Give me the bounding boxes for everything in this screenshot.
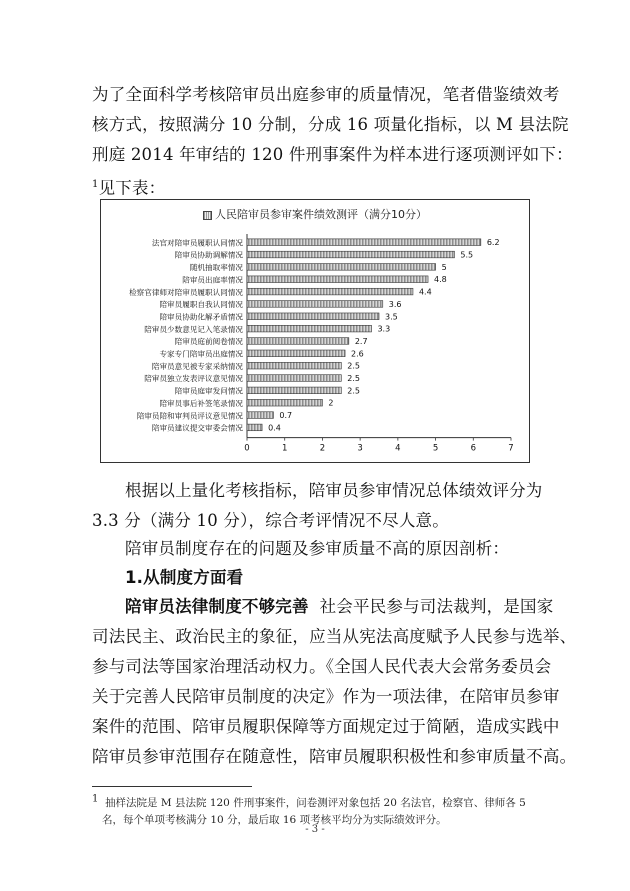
bar: [247, 325, 371, 332]
category-label: 专家专门陪审员出庭情况: [159, 349, 243, 359]
bar: [247, 313, 379, 320]
body-line-1: [92, 592, 554, 622]
footnote-marker: 1: [92, 793, 99, 804]
bar: [247, 362, 341, 369]
legend-swatch: [203, 211, 212, 220]
chart-plot: [101, 200, 529, 462]
category-label: 陪审员事后补签笔录情况: [159, 398, 243, 408]
category-label: 陪审员独立发表评议意见情况: [144, 374, 243, 384]
x-tick-label: 1: [282, 443, 288, 454]
body-line-6: 陪审员参审范围存在随意性，陪审员履职积极性和参审质量不高。: [92, 747, 577, 766]
data-label: 2.7: [354, 336, 368, 346]
bar: [247, 412, 273, 419]
data-label: 5: [441, 262, 447, 272]
data-label: 3.6: [388, 299, 402, 309]
category-label: 陪审员履职自我认同情况: [159, 300, 243, 310]
intro-line-2: 核方式，按照满分 10 分制，分成 16 项量化指标，以 M 县法院: [92, 115, 569, 134]
bar: [247, 350, 345, 357]
bar: [247, 301, 383, 308]
footnote-line-1: [92, 793, 526, 809]
intro-line-1: 为了全面科学考核陪审员出庭参审的质量情况，笔者借鉴绩效考: [92, 85, 560, 104]
category-label: 陪审员少数意见记入笔录情况: [144, 324, 243, 334]
intro-paragraph: [92, 80, 573, 204]
body-line-5: 案件的范围、陪审员履职保障等方面规定过于简陋，造成实践中: [92, 717, 560, 736]
bar: [247, 424, 262, 431]
chart-title-row: [101, 206, 529, 222]
summary-line-1: 根据以上量化考核指标，陪审员参审情况总体绩效评分为: [125, 481, 543, 500]
footnote-divider: [92, 786, 252, 787]
category-label: 陪审员庭审发问情况: [174, 386, 243, 396]
category-label: 法官对陪审员履职认同情况: [151, 238, 243, 248]
x-tick-label: 0: [244, 443, 250, 454]
body-line-1-text: 社会平民参与司法裁判，是国家: [319, 597, 554, 616]
footnote: [92, 790, 548, 829]
summary-line-2: 3.3 分（满分 10 分），综合考评情况不尽人意。: [92, 511, 449, 530]
data-label: 3.5: [385, 312, 398, 322]
data-label: 2.5: [347, 386, 361, 396]
body-line-3: 参与司法等国家治理活动权力。《全国人民代表大会常务委员会: [92, 657, 552, 676]
body-paragraph: [92, 592, 577, 772]
data-label: 4.4: [418, 287, 432, 297]
analysis-intro: 陪审员制度存在的问题及参审质量不高的原因剖析：: [125, 539, 510, 558]
bar: [247, 288, 413, 295]
category-label: 陪审员庭前阅卷情况: [174, 337, 243, 347]
category-label: 随机抽取率情况: [189, 263, 243, 273]
footnote-text-1: 抽样法院是 M 县法院 120 件刑事案件，问卷测评对象包括 20 名法官，检察官、律师各 5: [105, 796, 526, 809]
body-lead-bold: 陪审员法律制度不够完善: [125, 597, 309, 616]
category-label: 陪审员建议提交审委会情况: [151, 423, 243, 433]
x-tick-label: 3: [357, 443, 363, 454]
category-label: 陪审员意见被专家采纳情况: [151, 361, 243, 371]
bar: [247, 251, 454, 258]
bar: [247, 375, 341, 382]
category-label: 陪审员出庭率情况: [182, 275, 243, 285]
data-label: 2.5: [347, 361, 361, 371]
summary-paragraph: [92, 476, 548, 536]
intro-line-3: 刑庭 2014 年审结的 120 件刑事案件为样本进行逐项测评如下：: [92, 145, 573, 164]
category-label: 陪审员陪和审判员评议意见情况: [136, 411, 243, 421]
data-label: 0.4: [268, 423, 281, 433]
category-label: 陪审员协助调解情况: [174, 250, 243, 260]
bar-chart: [100, 199, 530, 463]
data-label: 3.3: [377, 324, 391, 334]
chart-title: 人民陪审员参审案件绩效测评（满分10分）: [215, 208, 427, 221]
x-tick-label: 2: [319, 443, 326, 454]
bar: [247, 264, 436, 271]
see-table-text: 见下表：: [98, 178, 166, 198]
data-label: 4.8: [434, 275, 447, 285]
data-label: 2.6: [351, 349, 364, 359]
bar: [247, 276, 428, 283]
x-tick-label: 7: [508, 443, 514, 454]
bar: [247, 387, 341, 394]
data-label: 6.2: [486, 238, 500, 248]
body-line-4: 关于完善人民陪审员制度的决定》作为一项法律，在陪审员参审: [92, 687, 560, 706]
data-label: 0.7: [279, 411, 293, 421]
x-tick-label: 4: [395, 443, 401, 454]
footnote-text-2: 名，每个单项考核满分 10 分，最后取 16 项考核平均分为实际绩效评分。: [102, 813, 447, 826]
x-tick-label: 5: [432, 443, 439, 454]
data-label: 2.5: [347, 374, 361, 384]
category-label: 检察官律师对陪审员履职认同情况: [129, 287, 243, 297]
data-label: 5.5: [460, 250, 474, 260]
x-tick-label: 6: [470, 443, 476, 454]
bar: [247, 338, 349, 345]
bar: [247, 399, 322, 406]
bar: [247, 239, 481, 246]
section-heading: 1.从制度方面看: [125, 568, 244, 587]
footnote-ref[interactable]: 1: [92, 179, 99, 190]
data-label: 2: [328, 398, 334, 408]
page-number: - 3 -: [305, 824, 325, 835]
body-line-2: 司法民主、政治民主的象征，应当从宪法高度赋予人民参与选举、: [92, 627, 577, 646]
category-label: 陪审员协助化解矛盾情况: [159, 312, 243, 322]
